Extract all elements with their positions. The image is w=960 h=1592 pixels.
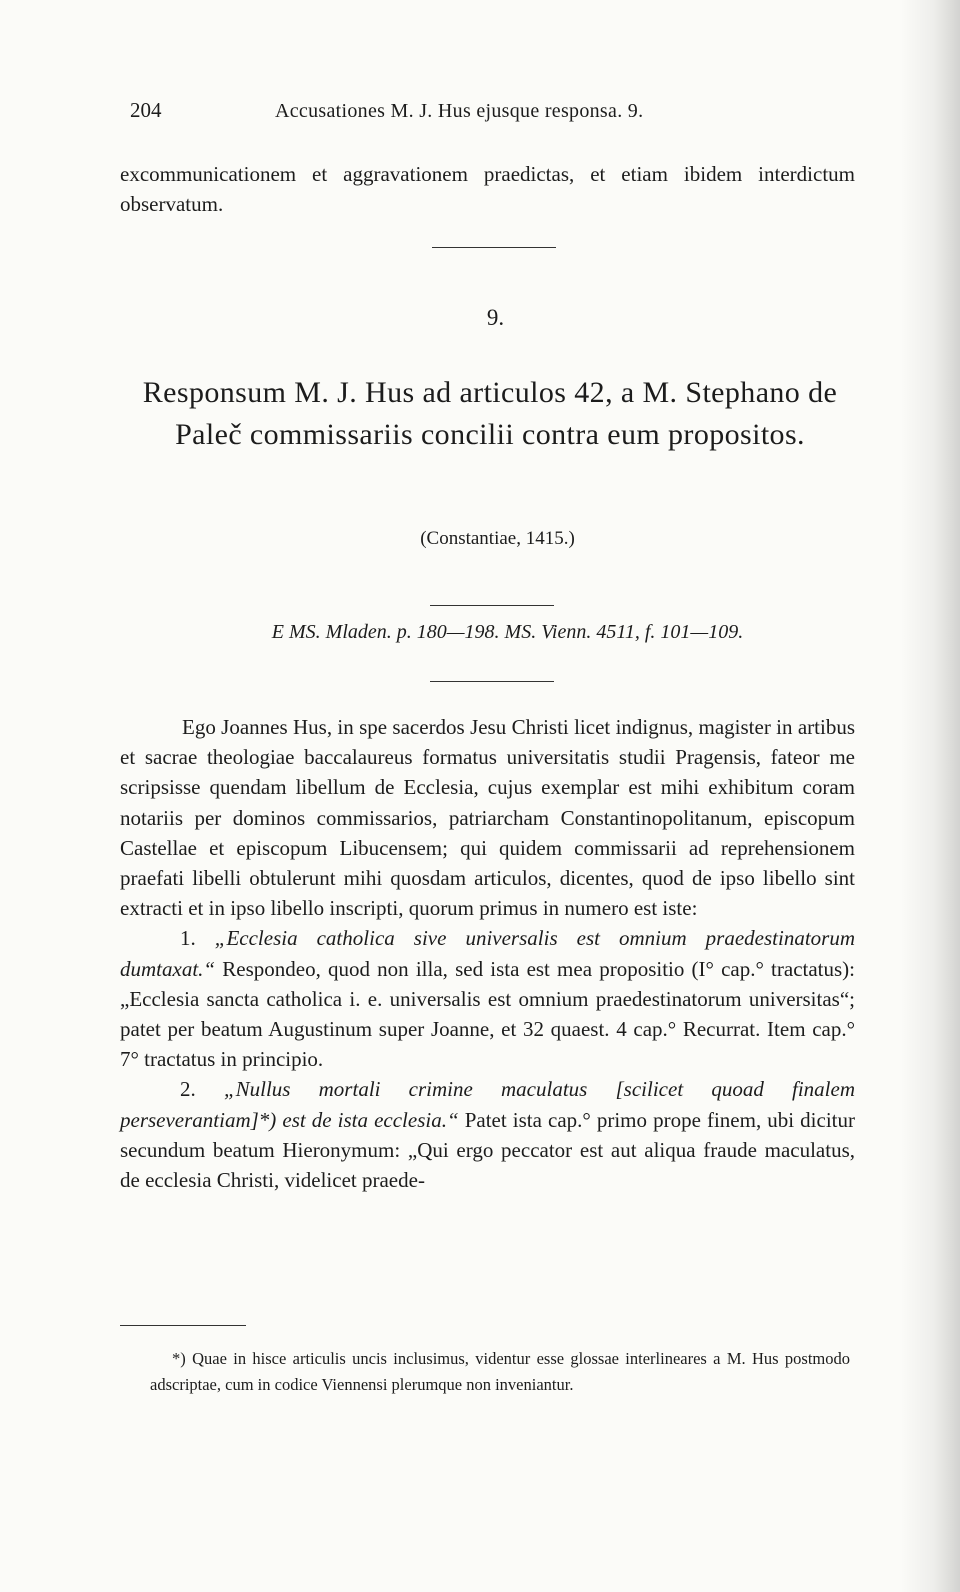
place-date: (Constantiae, 1415.) bbox=[420, 528, 575, 549]
body-text bbox=[120, 712, 855, 1195]
section-title: Responsum M. J. Hus ad articulos 42, a M. Stephano de Paleč commissariis concilii contra eum propositos. bbox=[142, 376, 838, 451]
section-divider-middle bbox=[430, 605, 554, 606]
manuscript-source: E MS. Mladen. p. 180—198. MS. Vienn. 4511, f. 101—109. bbox=[271, 621, 744, 643]
intro-paragraph: Ego Joannes Hus, in spe sacerdos Jesu Christi licet indignus, magister in artibus et sacrae theologiae baccalaureus formatus universitatis studii Pragensis, fateor me scripsisse quendam libellum de Ecclesia, cujus exemplar est mihi exhibitum coram notariis per dominos commissarios, patriarcham Constantinopolitanum, episcopum Castellae et episcopum Libucensem; qui quidem commissarii ad reprehensionem praefati libelli obtulerunt mihi quosdam articulos, dicentes, quod de ipso libello sint extracti et in ipso libello inscripti, quorum primus in numero est iste: bbox=[120, 715, 855, 921]
continuation-paragraph: excommunicationem et aggravationem praedictas, et etiam ibidem interdictum observatum. bbox=[120, 162, 855, 216]
article-2-number: 2. bbox=[180, 1077, 196, 1102]
footnote bbox=[150, 1346, 850, 1398]
page-number: 204 bbox=[130, 98, 162, 122]
article-1 bbox=[120, 923, 855, 1074]
section-number: 9. bbox=[486, 305, 505, 330]
article-2-quote: „Nullus mortali crimine maculatus [scilicet quoad finalem perseverantiam]*) est de ista ecclesia.“ bbox=[120, 1077, 856, 1132]
article-1-response: Respondeo, quod non illa, sed ista est mea propositio (I° cap.° tractatus): „Ecclesia sancta catholica i. e. universalis est omnium praedestinatorum universitas“; patet per beatum Augustinum super Joanne, et 32 quaest. 4 cap.° Recurrat. Item cap.° 7° tractatus in principio. bbox=[120, 956, 856, 1072]
running-title: Accusationes M. J. Hus ejusque responsa. 9. bbox=[275, 100, 644, 122]
article-2-response: Patet ista cap.° primo prope finem, ubi dicitur secundum beatum Hieronymum: „Qui ergo peccator est aut aliqua fraude maculatus, de ecclesia Christi, videlicet praede- bbox=[120, 1107, 855, 1193]
article-1-quote: „Ecclesia catholica sive universalis est omnium praedestinatorum dumtaxat.“ bbox=[120, 926, 856, 981]
footnote-rule bbox=[120, 1325, 246, 1326]
article-2 bbox=[120, 1074, 855, 1195]
article-1-number: 1. bbox=[180, 926, 196, 951]
page-edge-shadow bbox=[900, 0, 960, 1592]
section-divider-bottom bbox=[430, 681, 554, 682]
footnote-text: *) Quae in hisce articulis uncis inclusimus, videntur esse glossae interlineares a M. Hus postmodo adscriptae, cum in codice Viennensi plerumque non inveniantur. bbox=[150, 1349, 850, 1394]
running-head bbox=[120, 98, 855, 128]
section-divider-top bbox=[432, 247, 556, 248]
